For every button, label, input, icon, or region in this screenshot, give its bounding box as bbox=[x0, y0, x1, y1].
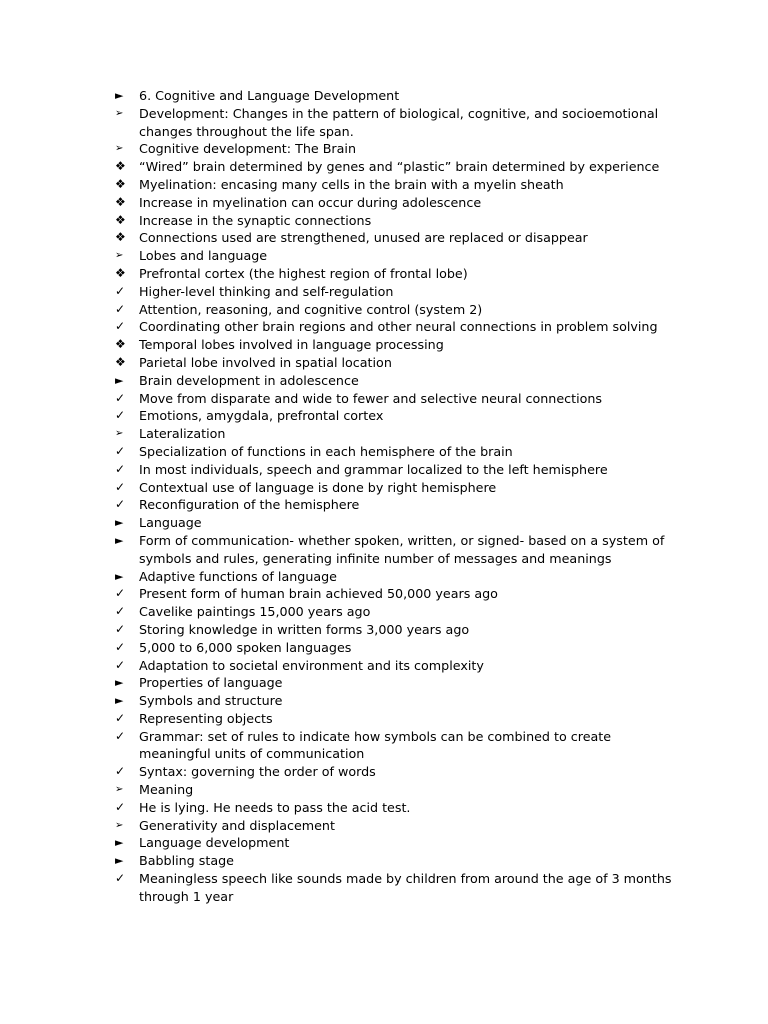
list-item bbox=[115, 674, 675, 692]
check-bullet-icon: ✓ bbox=[115, 461, 126, 476]
list-item-text: Move from disparate and wide to fewer and selective neural connections bbox=[139, 390, 603, 406]
list-item-text: Myelination: encasing many cells in the brain with a myelin sheath bbox=[139, 176, 564, 192]
diamond-bullet-icon: ❖ bbox=[115, 159, 126, 174]
list-item-text: Adaptation to societal environment and its complexity bbox=[139, 657, 484, 673]
list-item-text: Attention, reasoning, and cognitive control (system 2) bbox=[139, 301, 483, 317]
check-bullet-icon: ✓ bbox=[115, 657, 126, 672]
list-item bbox=[115, 247, 675, 265]
list-item bbox=[115, 336, 675, 354]
list-item-text: Lobes and language bbox=[139, 248, 268, 264]
triangle-bullet-icon: ► bbox=[115, 854, 124, 868]
list-item bbox=[115, 603, 675, 621]
diamond-bullet-icon: ❖ bbox=[115, 176, 126, 191]
list-item-text: Higher-level thinking and self-regulation bbox=[139, 283, 394, 299]
list-item-text: Properties of language bbox=[139, 675, 283, 691]
list-item bbox=[115, 105, 675, 141]
list-item-text: Reconfiguration of the hemisphere bbox=[139, 497, 360, 513]
list-item-text: Brain development in adolescence bbox=[139, 372, 359, 388]
diamond-bullet-icon: ❖ bbox=[115, 265, 126, 280]
triangle-bullet-icon: ► bbox=[115, 516, 124, 530]
list-item bbox=[115, 158, 675, 176]
list-item bbox=[115, 443, 675, 461]
list-item-text: Language bbox=[139, 515, 202, 531]
list-item-text: Emotions, amygdala, prefrontal cortex bbox=[139, 408, 384, 424]
list-item-text: Language development bbox=[139, 835, 290, 851]
list-item-text: Parietal lobe involved in spatial location bbox=[139, 354, 392, 370]
list-item-text: Development: Changes in the pattern of biological, cognitive, and socioemotional changes throughout the life span. bbox=[139, 105, 659, 139]
list-item bbox=[115, 799, 675, 817]
triangle-bullet-icon: ► bbox=[115, 373, 124, 387]
list-item-text: Storing knowledge in written forms 3,000 years ago bbox=[139, 621, 470, 637]
list-item bbox=[115, 852, 675, 870]
triangle-bullet-icon: ► bbox=[115, 694, 124, 708]
list-item-text: Prefrontal cortex (the highest region of frontal lobe) bbox=[139, 265, 468, 281]
list-item bbox=[115, 318, 675, 336]
list-item bbox=[115, 390, 675, 408]
triangle-bullet-icon: ► bbox=[115, 533, 124, 547]
list-item-text: Syntax: governing the order of words bbox=[139, 764, 376, 780]
list-item bbox=[115, 781, 675, 799]
list-item bbox=[115, 728, 675, 764]
list-item-text: Grammar: set of rules to indicate how symbols can be combined to create meaningful units of communication bbox=[139, 728, 612, 762]
triangle-bullet-icon: ► bbox=[115, 89, 124, 102]
list-item-text: Representing objects bbox=[139, 710, 273, 726]
check-bullet-icon: ✓ bbox=[115, 604, 126, 619]
check-bullet-icon: ✓ bbox=[115, 764, 126, 779]
list-item-text: Connections used are strengthened, unused are replaced or disappear bbox=[139, 230, 588, 246]
check-bullet-icon: ✓ bbox=[115, 283, 126, 298]
list-item-text: Lateralization bbox=[139, 426, 226, 442]
list-item bbox=[115, 585, 675, 603]
list-item-text: Contextual use of language is done by right hemisphere bbox=[139, 479, 497, 495]
list-item-text: 6. Cognitive and Language Development bbox=[139, 88, 400, 103]
check-bullet-icon: ✓ bbox=[115, 621, 126, 636]
list-item bbox=[115, 817, 675, 835]
list-item-text: Present form of human brain achieved 50,000 years ago bbox=[139, 586, 498, 602]
list-item bbox=[115, 514, 675, 532]
list-item-text: Increase in the synaptic connections bbox=[139, 212, 372, 228]
list-item bbox=[115, 372, 675, 390]
triangle-bullet-icon: ► bbox=[115, 836, 124, 850]
list-item-text: Meaning bbox=[139, 782, 194, 798]
check-bullet-icon: ✓ bbox=[115, 408, 126, 423]
list-item bbox=[115, 87, 675, 105]
list-item-text: Symbols and structure bbox=[139, 693, 283, 709]
list-item-text: Adaptive functions of language bbox=[139, 568, 337, 584]
check-bullet-icon: ✓ bbox=[115, 390, 126, 405]
arrow-bullet-icon: ➢ bbox=[115, 428, 124, 440]
list-item bbox=[115, 265, 675, 283]
list-item bbox=[115, 354, 675, 372]
list-item-text: Form of communication- whether spoken, written, or signed- based on a system of symbols and rules, generating infinite number of messages and meanings bbox=[139, 532, 665, 566]
list-item bbox=[115, 176, 675, 194]
list-item-text: Specialization of functions in each hemisphere of the brain bbox=[139, 443, 513, 459]
list-item-text: He is lying. He needs to pass the acid test. bbox=[139, 799, 411, 815]
check-bullet-icon: ✓ bbox=[115, 586, 126, 601]
arrow-bullet-icon: ➢ bbox=[115, 250, 124, 262]
check-bullet-icon: ✓ bbox=[115, 728, 126, 743]
list-item bbox=[115, 461, 675, 479]
check-bullet-icon: ✓ bbox=[115, 301, 126, 316]
list-item-text: Temporal lobes involved in language processing bbox=[139, 337, 444, 353]
diamond-bullet-icon: ❖ bbox=[115, 337, 126, 352]
list-item bbox=[115, 834, 675, 852]
list-item bbox=[115, 283, 675, 301]
check-bullet-icon: ✓ bbox=[115, 319, 126, 334]
list-item bbox=[115, 870, 675, 906]
list-item bbox=[115, 425, 675, 443]
list-item bbox=[115, 301, 675, 319]
check-bullet-icon: ✓ bbox=[115, 479, 126, 494]
list-item bbox=[115, 496, 675, 514]
list-item bbox=[115, 212, 675, 230]
list-item bbox=[115, 710, 675, 728]
diamond-bullet-icon: ❖ bbox=[115, 354, 126, 369]
list-item bbox=[115, 140, 675, 158]
outline-list bbox=[115, 87, 675, 906]
check-bullet-icon: ✓ bbox=[115, 710, 126, 725]
list-item bbox=[115, 479, 675, 497]
list-item-text: Cognitive development: The Brain bbox=[139, 141, 356, 157]
list-item-text: 5,000 to 6,000 spoken languages bbox=[139, 639, 352, 655]
list-item-text: “Wired” brain determined by genes and “plastic” brain determined by experience bbox=[139, 159, 660, 175]
list-item bbox=[115, 657, 675, 675]
list-item-text: Coordinating other brain regions and other neural connections in problem solving bbox=[139, 319, 658, 335]
list-item bbox=[115, 639, 675, 657]
triangle-bullet-icon: ► bbox=[115, 569, 124, 583]
list-item-text: Increase in myelination can occur during adolescence bbox=[139, 194, 482, 210]
list-item bbox=[115, 621, 675, 639]
list-item bbox=[115, 568, 675, 586]
arrow-bullet-icon: ➢ bbox=[115, 784, 124, 796]
arrow-bullet-icon: ➢ bbox=[115, 143, 124, 155]
list-item bbox=[115, 194, 675, 212]
diamond-bullet-icon: ❖ bbox=[115, 194, 126, 209]
list-item-text: Generativity and displacement bbox=[139, 817, 335, 833]
list-item-text: Babbling stage bbox=[139, 853, 234, 869]
list-item bbox=[115, 229, 675, 247]
list-item bbox=[115, 692, 675, 710]
check-bullet-icon: ✓ bbox=[115, 639, 126, 654]
list-item bbox=[115, 532, 675, 568]
arrow-bullet-icon: ➢ bbox=[115, 819, 124, 831]
check-bullet-icon: ✓ bbox=[115, 443, 126, 458]
triangle-bullet-icon: ► bbox=[115, 676, 124, 690]
check-bullet-icon: ✓ bbox=[115, 799, 126, 814]
check-bullet-icon: ✓ bbox=[115, 497, 126, 512]
check-bullet-icon: ✓ bbox=[115, 871, 126, 886]
list-item-text: Cavelike paintings 15,000 years ago bbox=[139, 604, 371, 620]
list-item-text: In most individuals, speech and grammar localized to the left hemisphere bbox=[139, 461, 608, 477]
diamond-bullet-icon: ❖ bbox=[115, 212, 126, 227]
list-item bbox=[115, 763, 675, 781]
list-item bbox=[115, 407, 675, 425]
list-item-text: Meaningless speech like sounds made by children from around the age of 3 months through 1 year bbox=[139, 871, 672, 904]
arrow-bullet-icon: ➢ bbox=[115, 107, 124, 119]
diamond-bullet-icon: ❖ bbox=[115, 230, 126, 245]
